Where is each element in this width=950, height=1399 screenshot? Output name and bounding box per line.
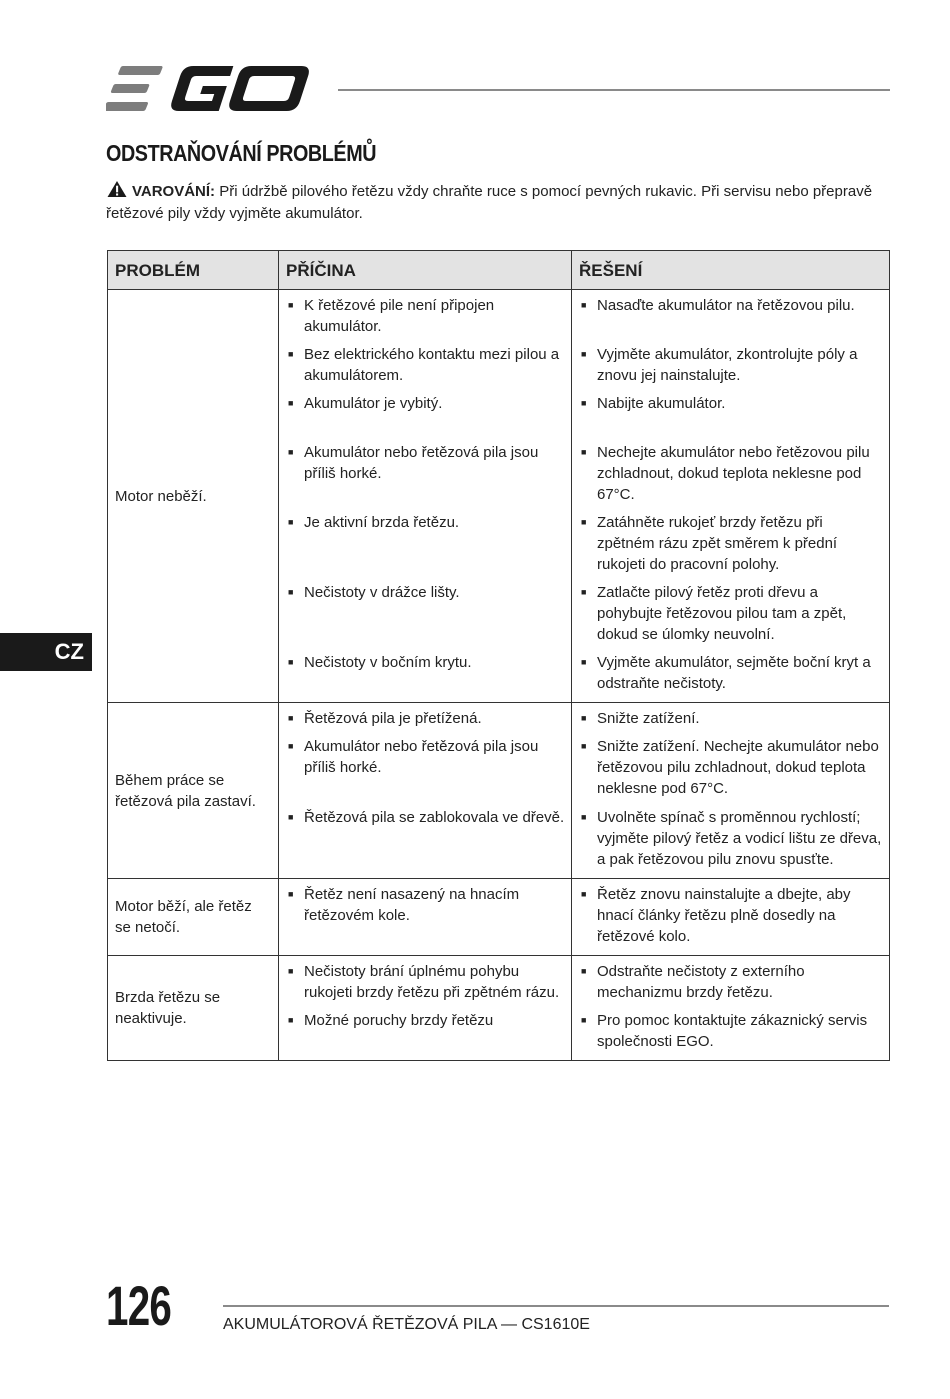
bullet-icon: ■: [288, 300, 294, 310]
solution-cell: [572, 956, 890, 1061]
bullet-icon: ■: [288, 517, 294, 527]
solution-item: ■ Zatlačte pilový řetěz proti dřevu a pohybujte řetězovou pilou tam a zpět, dokud se úlomky neuvolní.: [578, 582, 883, 652]
bullet-icon: ■: [581, 517, 587, 527]
bullet-icon: ■: [288, 713, 294, 723]
bullet-icon: ■: [581, 587, 587, 597]
bullet-icon: ■: [581, 713, 587, 723]
cause-cell: [279, 703, 572, 879]
cause-item: ■ Akumulátor nebo řetězová pila jsou příliš horké.: [285, 442, 565, 512]
cause-item: ■ Řetězová pila se zablokovala ve dřevě.: [285, 807, 565, 849]
bullet-icon: ■: [581, 812, 587, 822]
bullet-icon: ■: [288, 741, 294, 751]
footer-rule: [223, 1305, 889, 1307]
warning-text: Při údržbě pilového řetězu vždy chraňte ruce s pomocí pevných rukavic. Při servisu nebo přepravě řetězové pily vždy vyjměte akumulátor.: [106, 183, 873, 222]
bullet-icon: ■: [581, 741, 587, 751]
solution-item: ■ Snižte zatížení.: [578, 708, 883, 736]
cause-cell: [279, 290, 572, 703]
bullet-icon: ■: [581, 966, 587, 976]
bullet-icon: ■: [288, 587, 294, 597]
bullet-icon: ■: [288, 889, 294, 899]
table-row: [108, 703, 890, 879]
bullet-icon: ■: [288, 1015, 294, 1025]
bullet-icon: ■: [581, 398, 587, 408]
footer-title: AKUMULÁTOROVÁ ŘETĚZOVÁ PILA — CS1610E: [223, 1316, 590, 1333]
cause-item: ■ Je aktivní brzda řetězu.: [285, 512, 565, 582]
cause-cell: [279, 956, 572, 1061]
warning-label: VAROVÁNÍ:: [132, 183, 216, 200]
cause-item: ■ Bez elektrického kontaktu mezi pilou a akumulátorem.: [285, 344, 565, 393]
bullet-icon: ■: [581, 1015, 587, 1025]
solution-cell: [572, 879, 890, 956]
warning-triangle-icon: [106, 180, 128, 198]
bullet-icon: ■: [581, 300, 587, 310]
bullet-icon: ■: [288, 812, 294, 822]
table-row: [108, 956, 890, 1061]
solution-item: ■ Vyjměte akumulátor, sejměte boční kryt a odstraňte nečistoty.: [578, 652, 883, 694]
warning-note: [106, 180, 906, 225]
page-number: 126: [106, 1274, 172, 1337]
solution-item: ■ Řetěz znovu nainstalujte a dbejte, aby hnací články řetězu plně dosedly na řetězové kolo.: [578, 884, 883, 947]
cause-item: ■ Nečistoty brání úplnému pohybu rukojeti brzdy řetězu při zpětném rázu.: [285, 961, 565, 1010]
ego-logo: [106, 64, 318, 114]
solution-item: ■ Nasaďte akumulátor na řetězovou pilu.: [578, 295, 883, 344]
bullet-icon: ■: [581, 657, 587, 667]
bullet-icon: ■: [288, 657, 294, 667]
cause-item: ■ Akumulátor je vybitý.: [285, 393, 565, 442]
problem-cell: Během práce se řetězová pila zastaví.: [108, 703, 279, 879]
solution-item: ■ Nechejte akumulátor nebo řetězovou pilu zchladnout, dokud teplota neklesne pod 67°C.: [578, 442, 883, 512]
solution-item: ■ Odstraňte nečistoty z externího mechanizmu brzdy řetězu.: [578, 961, 883, 1010]
cause-item: ■ Nečistoty v drážce lišty.: [285, 582, 565, 652]
solution-item: ■ Nabijte akumulátor.: [578, 393, 883, 442]
cause-item: ■ Akumulátor nebo řetězová pila jsou příliš horké.: [285, 736, 565, 807]
header-cause: PŘÍČINA: [279, 251, 572, 290]
problem-cell: Brzda řetězu se neaktivuje.: [108, 956, 279, 1061]
solution-cell: [572, 290, 890, 703]
language-tab: CZ: [0, 633, 92, 671]
header-problem: PROBLÉM: [108, 251, 279, 290]
cause-item: ■ Řetěz není nasazený na hnacím řetězovém kole.: [285, 884, 565, 926]
cause-item: ■ Možné poruchy brzdy řetězu: [285, 1010, 565, 1031]
bullet-icon: ■: [581, 447, 587, 457]
cause-item: ■ Řetězová pila je přetížená.: [285, 708, 565, 736]
header-rule: [338, 89, 890, 91]
bullet-icon: ■: [288, 349, 294, 359]
troubleshooting-table: [107, 250, 890, 1061]
page-title: ODSTRAŇOVÁNÍ PROBLÉMŮ: [106, 140, 377, 166]
solution-item: ■ Snižte zatížení. Nechejte akumulátor nebo řetězovou pilu zchladnout, dokud teplota neklesne pod 67°C.: [578, 736, 883, 807]
bullet-icon: ■: [581, 349, 587, 359]
solution-item: ■ Pro pomoc kontaktujte zákaznický servis společnosti EGO.: [578, 1010, 883, 1052]
cause-item: ■ Nečistoty v bočním krytu.: [285, 652, 565, 694]
cause-cell: [279, 879, 572, 956]
table-header-row: [108, 251, 890, 290]
problem-cell: Motor běží, ale řetěz se netočí.: [108, 879, 279, 956]
solution-cell: [572, 703, 890, 879]
solution-item: ■ Zatáhněte rukojeť brzdy řetězu při zpětném rázu zpět směrem k přední rukojeti do pracovní polohy.: [578, 512, 883, 582]
table-row: [108, 290, 890, 703]
bullet-icon: ■: [288, 447, 294, 457]
bullet-icon: ■: [288, 398, 294, 408]
header-solution: ŘEŠENÍ: [572, 251, 890, 290]
bullet-icon: ■: [581, 889, 587, 899]
solution-item: ■ Vyjměte akumulátor, zkontrolujte póly a znovu jej nainstalujte.: [578, 344, 883, 393]
solution-item: ■ Uvolněte spínač s proměnnou rychlostí; vyjměte pilový řetěz a vodicí lištu ze dřeva, a pak řetězovou pilu znovu spusťte.: [578, 807, 883, 870]
cause-item: ■ K řetězové pile není připojen akumulátor.: [285, 295, 565, 344]
problem-cell: Motor neběží.: [108, 290, 279, 703]
table-row: [108, 879, 890, 956]
bullet-icon: ■: [288, 966, 294, 976]
